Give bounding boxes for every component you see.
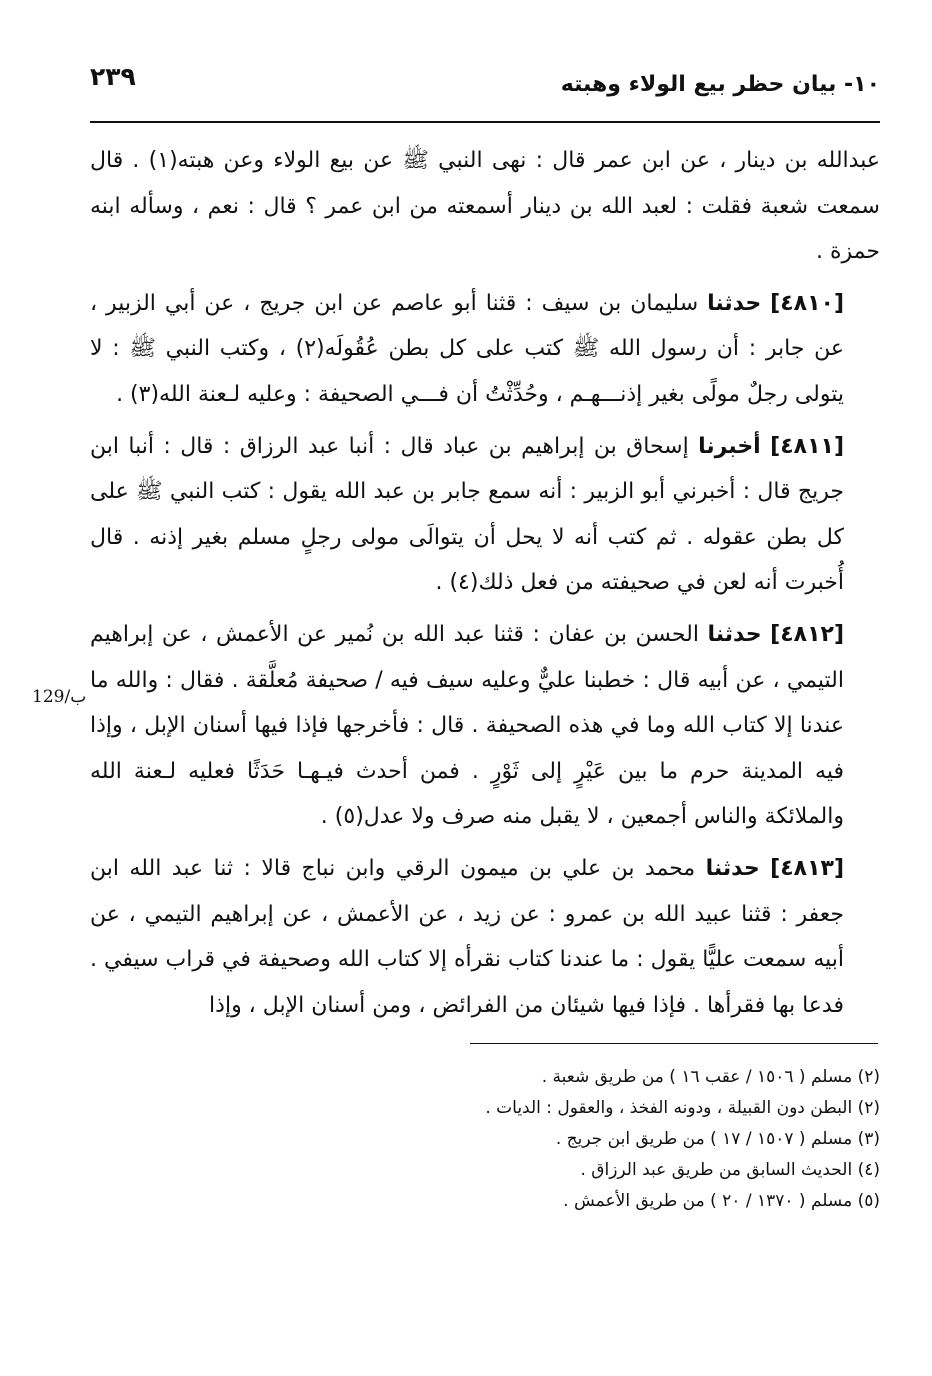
hadith-keyword: حدثنا: [707, 290, 762, 316]
footnote: (٢) البطن دون القبيلة ، ودونه الفخذ ، والعقول : الديات .: [485, 1098, 880, 1118]
hadith-number: [٤٨١١]: [770, 433, 845, 459]
paragraph-text: عبدالله بن دينار ، عن ابن عمر قال : نهى النبي ﷺ عن بيع الولاء وعن هبته(١) . قال سمعت شعبة فقلت : لعبد الله بن دينار أسمعته من ابن عمر ؟ قال : نعم ، وسأله ابنه حمزة .: [90, 148, 880, 265]
hadith-number: [٤٨١٣]: [770, 855, 844, 881]
header-rule: [90, 121, 880, 123]
hadith-keyword: حدثنا: [705, 855, 760, 881]
hadith-keyword: حدثنا: [707, 621, 762, 647]
footnote-rule: [470, 1043, 878, 1044]
paragraph-continuation: [90, 138, 880, 275]
paragraph-text: الحسن بن عفان : قثنا عبد الله بن نُمير عن الأعمش ، عن إبراهيم التيمي ، عن أبيه قال : خطبنا عليٌّ وعليه سيف فيه / صحيفة مُعلَّقة . فقال : والله ما عندنا إلا كتاب الله وما في هذه الصحيفة . قال : فأخرجها فإذا فيها أسنان الإبل ، وإذا فيه المدينة حرم ما بين عَيْرٍ إلى ثَوْرٍ . فمن أحدث فيـهـا حَدَثًا فعليه لـعنة الله والملائكة والناس أجمعين ، لا يقبل منه صرف ولا عدل(٥) .: [90, 621, 844, 830]
page-header: [90, 62, 880, 118]
hadith-number: [٤٨١٢]: [770, 621, 844, 647]
page-number: ٢٣٩: [90, 62, 136, 91]
hadith-4813: [90, 846, 880, 1028]
hadith-4812: [90, 612, 880, 840]
chapter-title: ١٠- بيان حظر بيع الولاء وهبته: [560, 72, 880, 97]
paragraph-text: إسحاق بن إبراهيم بن عباد قال : أنبا عبد الرزاق : قال : أنبا ابن جريج قال : أخبرني أبو الزبير : أنه سمع جابر بن عبد الله يقول : كتب النبي ﷺ على كل بطن عقوله . ثم كتب أنه لا يحل أن يتوالَى مولى رجلٍ مسلم بغير إذنه . قال أُخبرت أنه لعن في صحيفته من فعل ذلك(٤) .: [90, 433, 844, 596]
footnote: (٥) مسلم ( ١٣٧٠ / ٢٠ ) من طريق الأعمش .: [563, 1191, 880, 1211]
hadith-4811: [90, 424, 880, 606]
paragraph-text: محمد بن علي بن ميمون الرقي وابن نباج قالا : ثنا عبد الله ابن جعفر : قثنا عبيد الله بن عمرو : عن زيد ، عن الأعمش ، عن إبراهيم التيمي ، عن أبيه سمعت عليًّا يقول : ما عندنا كتاب نقرأه إلا كتاب الله وصحيفة في قراب سيفي . فدعا بها فقرأها . فإذا فيها شيئان من الفرائض ، ومن أسنان الإبل ، وإذا: [90, 855, 844, 1018]
hadith-4810: [90, 281, 880, 418]
footnote: (٤) الحديث السابق من طريق عبد الرزاق .: [580, 1160, 880, 1180]
margin-folio-note: 129/ب: [32, 687, 87, 707]
hadith-number: [٤٨١٠]: [770, 290, 845, 316]
footnote: (٢) مسلم ( ١٥٠٦ / عقب ١٦ ) من طريق شعبة .: [541, 1067, 880, 1087]
footnotes: [280, 1062, 880, 1217]
hadith-keyword: أخبرنا: [698, 433, 761, 459]
main-text: [90, 138, 880, 1034]
footnote: (٣) مسلم ( ١٥٠٧ / ١٧ ) من طريق ابن جريج .: [555, 1129, 880, 1149]
paragraph-text: سليمان بن سيف : قثنا أبو عاصم عن ابن جريج ، عن أبي الزبير ، عن جابر : أن رسول الله ﷺ كتب على كل بطن عُقُولَه(٢) ، وكتب النبي ﷺ : لا يتولى رجلٌ مولًى بغير إذنـــهـم ، وحُدِّثْتُ أن فـــي الصحيفة : وعليه لـعنة الله(٣) .: [90, 290, 844, 407]
